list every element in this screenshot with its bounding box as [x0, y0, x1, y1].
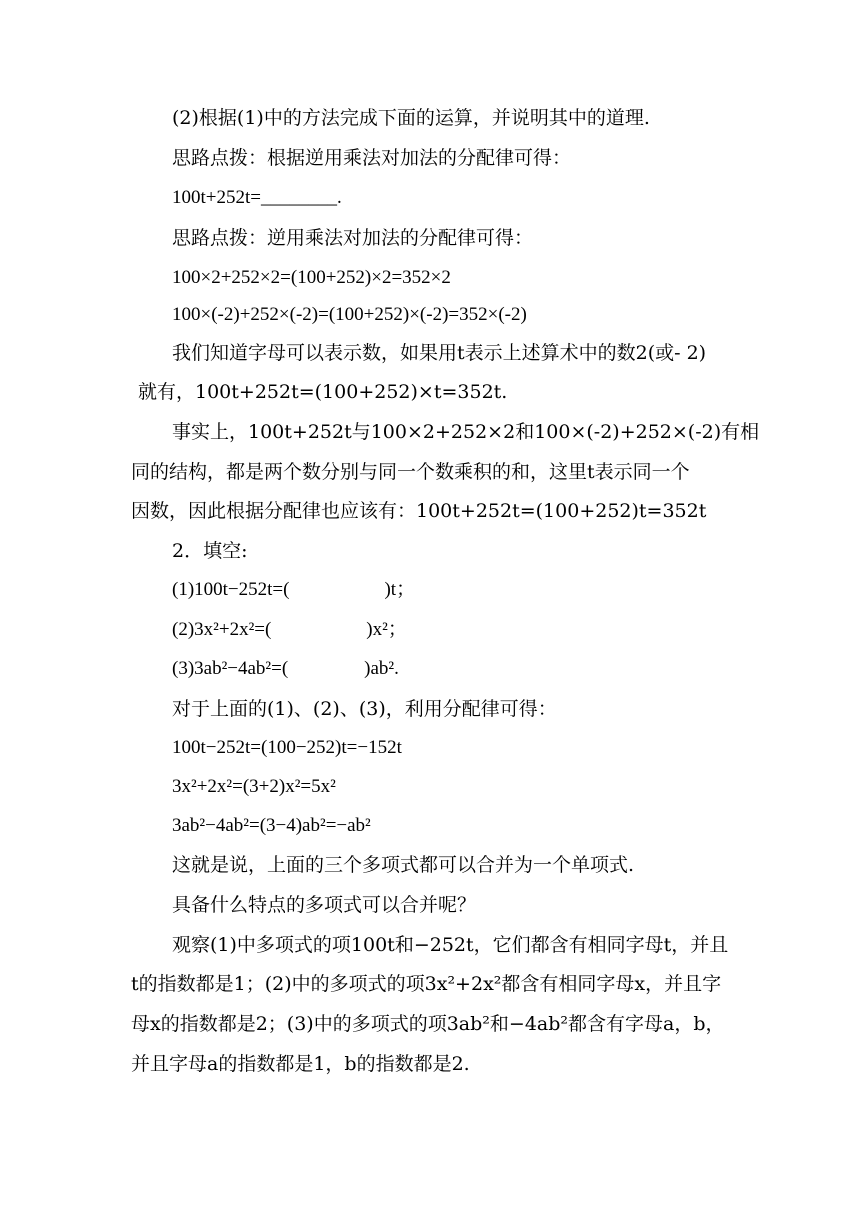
- text-line: (2)3x²+2x²=( )x²；: [172, 619, 407, 640]
- text-line: 3x²+2x²=(3+2)x²=5x²: [172, 776, 336, 797]
- text-line: 100×(-2)+252×(-2)=(100+252)×(-2)=352×(-2): [172, 304, 527, 325]
- text-line: 2．填空:: [172, 540, 248, 562]
- text-line: 因数，因此根据分配律也应该有：100t+252t=(100+252)t=352t: [131, 500, 707, 522]
- text-line: 同的结构，都是两个数分别与同一个数乘积的和，这里t表示同一个: [131, 461, 690, 483]
- text-line: 100t−252t=(100−252)t=−152t: [172, 737, 402, 758]
- text-line: 对于上面的(1)、(2)、(3)，利用分配律可得：: [172, 698, 557, 720]
- text-line: 我们知道字母可以表示数，如果用t表示上述算术中的数2(或- 2): [172, 342, 707, 364]
- text-line: 事实上，100t+252t与100×2+252×2和100×(-2)+252×(-2)有相: [172, 421, 760, 443]
- text-line: 母x的指数都是2；(3)中的多项式的项3ab²和−4ab²都含有字母a，b，: [131, 1013, 725, 1035]
- text-line: (2)根据(1)中的方法完成下面的运算，并说明其中的道理.: [172, 107, 650, 129]
- text-line: (1)100t−252t=( )t；: [172, 579, 416, 600]
- text-line: 3ab²−4ab²=(3−4)ab²=−ab²: [172, 815, 371, 836]
- text-line: 思路点拨：根据逆用乘法对加法的分配律可得：: [172, 147, 572, 169]
- text-line: t的指数都是1；(2)中的多项式的项3x²+2x²都含有相同字母x，并且字: [131, 973, 722, 995]
- text-line: 100×2+252×2=(100+252)×2=352×2: [172, 267, 451, 288]
- text-line: 这就是说，上面的三个多项式都可以合并为一个单项式.: [172, 854, 635, 876]
- text-line: (3)3ab²−4ab²=( )ab².: [172, 658, 399, 679]
- text-line: 观察(1)中多项式的项100t和−252t，它们都含有相同字母t，并且: [172, 934, 729, 956]
- text-line: 并且字母a的指数都是1，b的指数都是2.: [131, 1053, 470, 1075]
- text-line: 思路点拨：逆用乘法对加法的分配律可得：: [172, 227, 534, 249]
- text-line: 就有，100t+252t=(100+252)×t=352t.: [138, 381, 508, 403]
- text-line: 具备什么特点的多项式可以合并呢？: [172, 894, 477, 916]
- text-line: 100t+252t=________.: [172, 187, 342, 208]
